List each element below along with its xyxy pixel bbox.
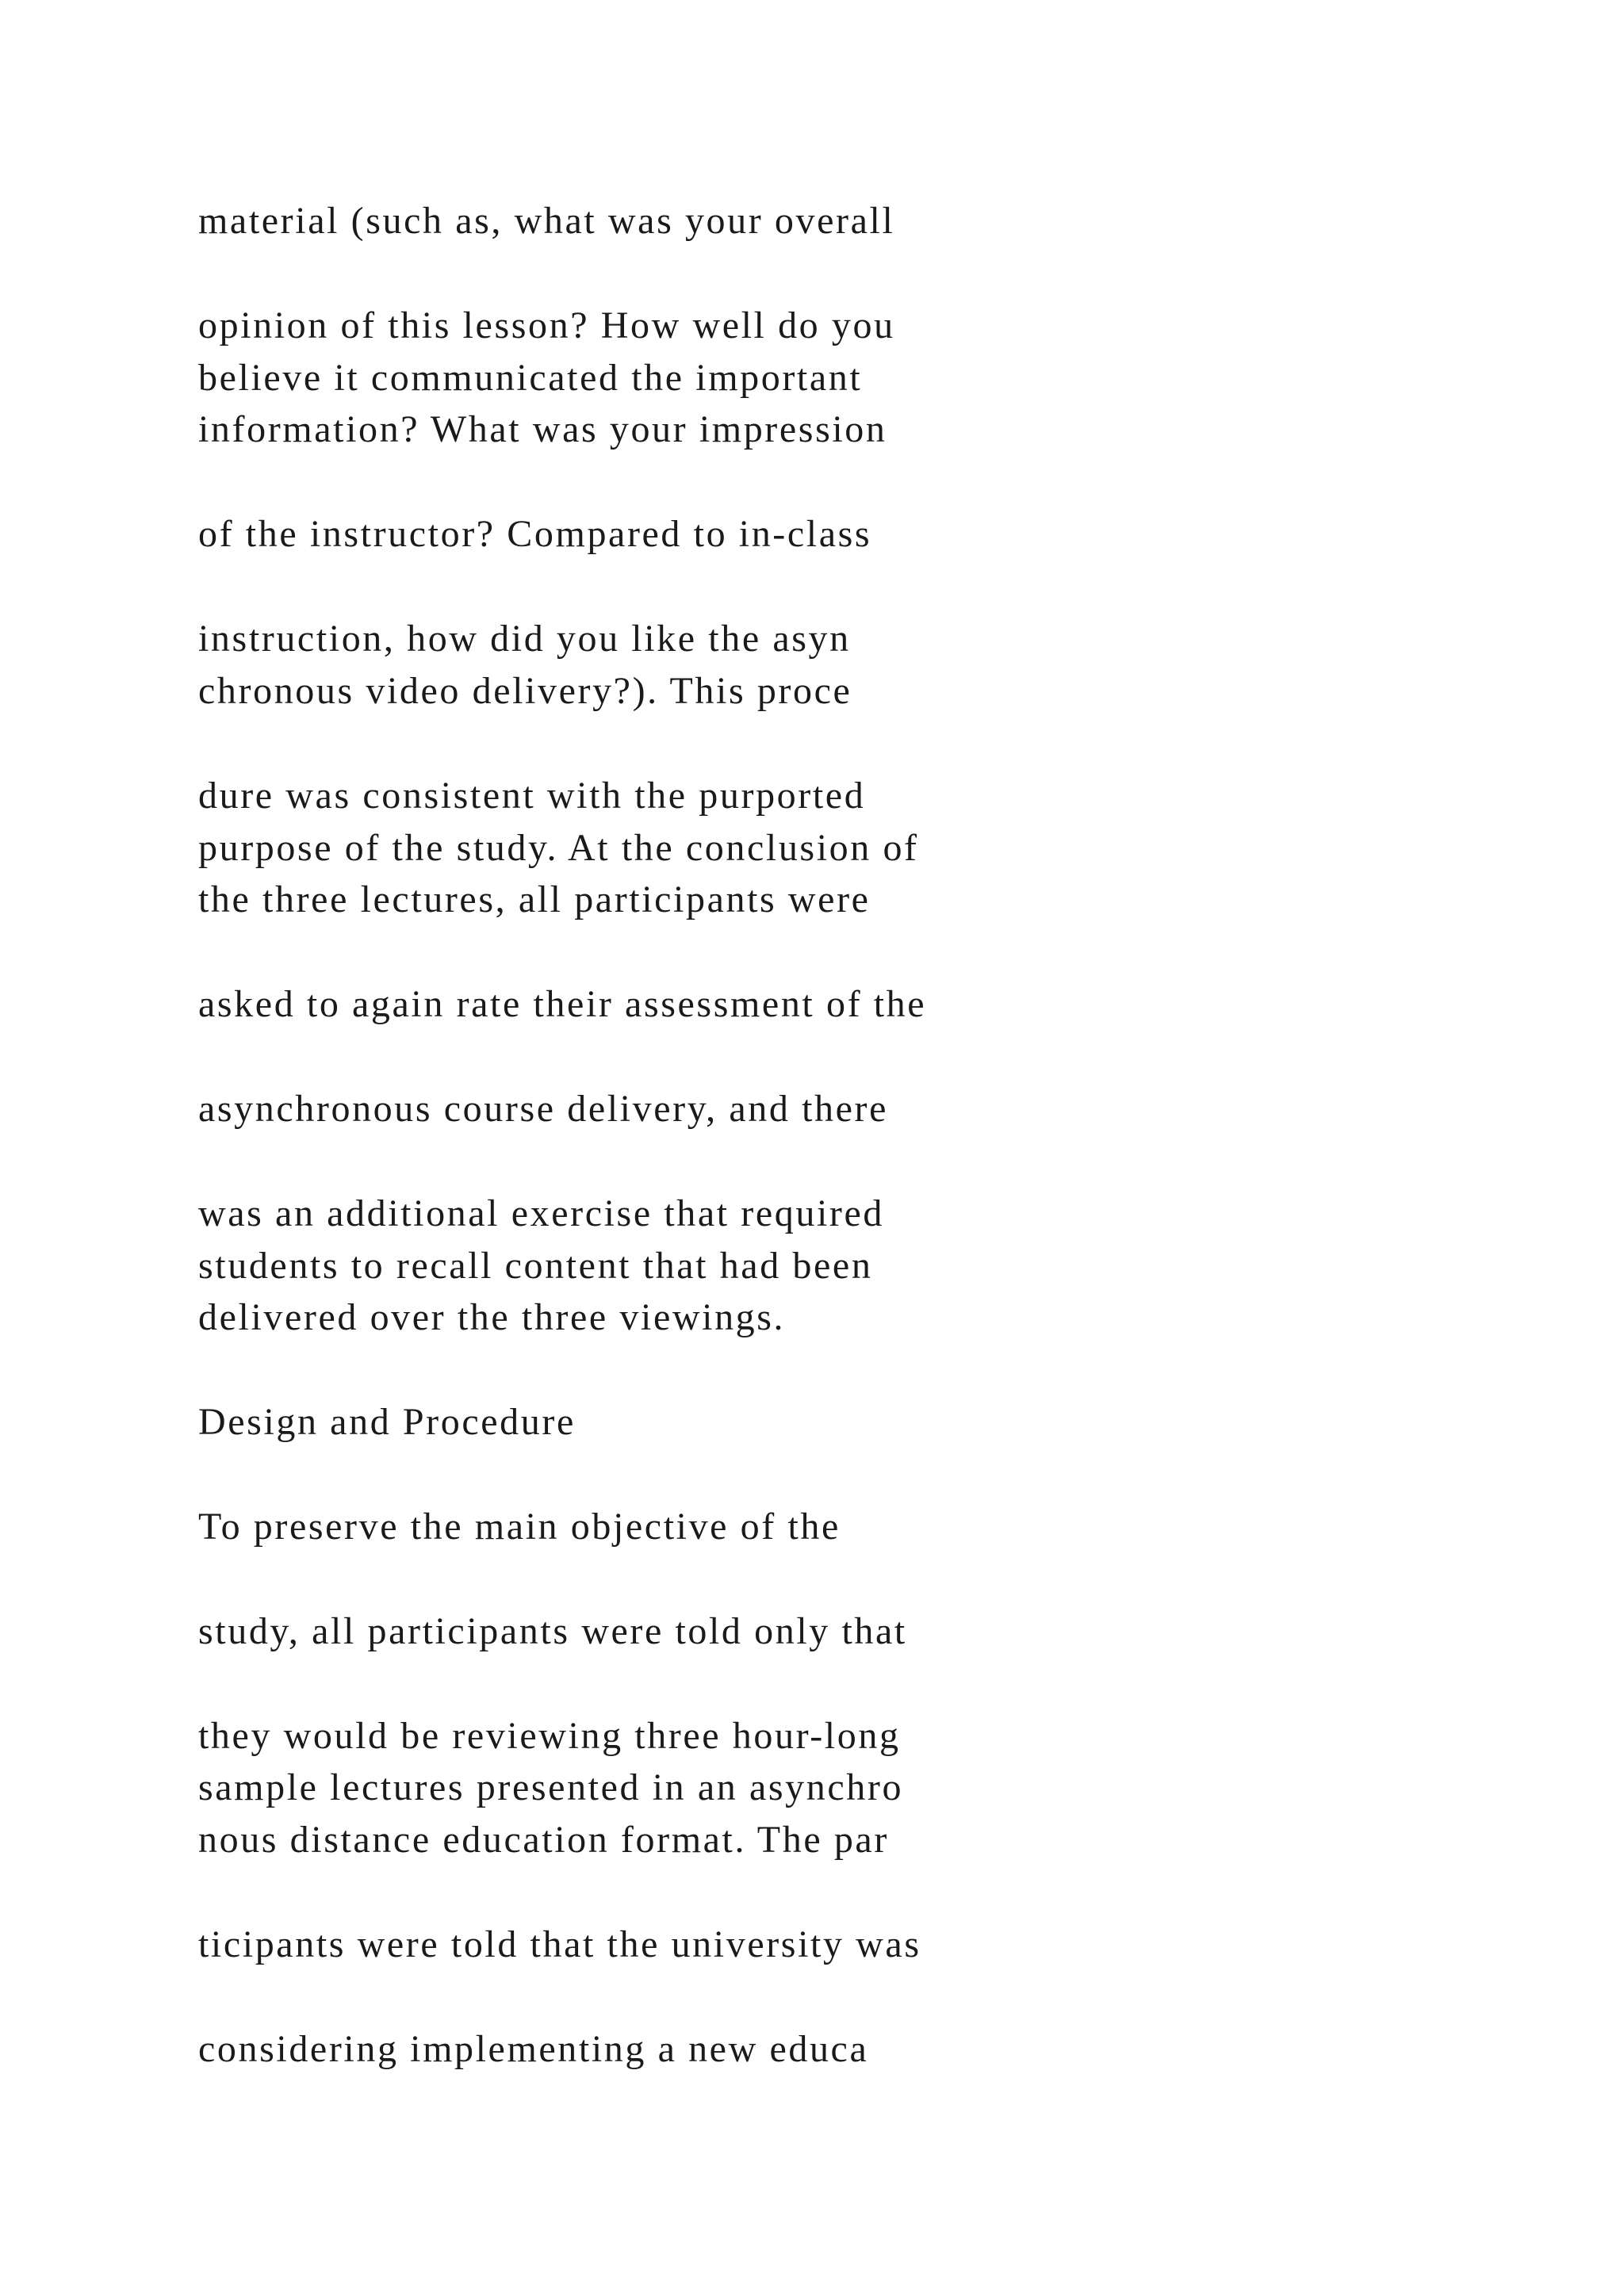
text-line: asynchronous course delivery, and there xyxy=(198,1088,889,1130)
text-line: was an additional exercise that required xyxy=(198,1192,885,1234)
text-line: students to recall content that had been xyxy=(198,1245,873,1287)
text-line: ticipants were told that the university was xyxy=(198,1923,921,1965)
text-line: they would be reviewing three hour-long xyxy=(198,1715,901,1757)
text-line: nous distance education format. The par xyxy=(198,1819,889,1861)
text-line: asked to again rate their assessment of the xyxy=(198,983,927,1025)
text-line: chronous video delivery?). This proce xyxy=(198,670,852,712)
text-line: material (such as, what was your overall xyxy=(198,200,895,242)
text-line: considering implementing a new educa xyxy=(198,2028,869,2070)
text-line: believe it communicated the important xyxy=(198,357,863,399)
text-line: purpose of the study. At the conclusion of xyxy=(198,827,919,869)
text-line: delivered over the three viewings. xyxy=(198,1296,786,1338)
text-line: instruction, how did you like the asyn xyxy=(198,618,851,660)
text-line: sample lectures presented in an asynchro xyxy=(198,1766,904,1808)
section-heading: Design and Procedure xyxy=(198,1401,576,1443)
text-line: study, all participants were told only that xyxy=(198,1610,907,1652)
text-line: To preserve the main objective of the xyxy=(198,1506,841,1548)
text-line: opinion of this lesson? How well do you xyxy=(198,304,895,346)
text-line: the three lectures, all participants were xyxy=(198,878,871,920)
text-line: of the instructor? Compared to in-class xyxy=(198,513,872,555)
text-line: information? What was your impression xyxy=(198,408,887,450)
text-line: dure was consistent with the purported xyxy=(198,775,866,817)
